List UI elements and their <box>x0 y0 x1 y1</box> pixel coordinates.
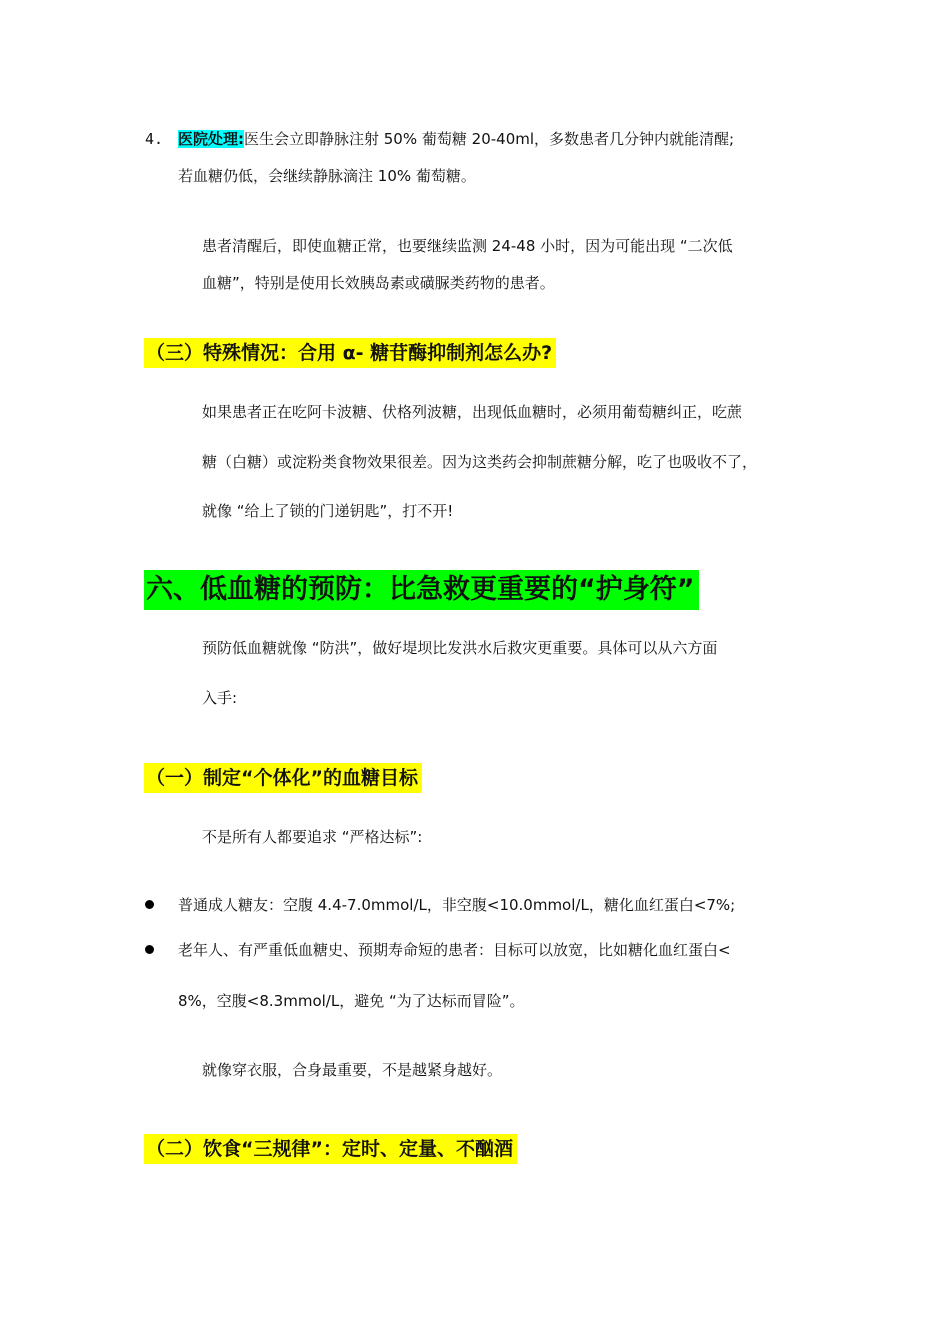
section3-line2: 糖（白糖）或淀粉类食物效果很差。因为这类药会抑制蔗糖分解，吃了也吸收不了， <box>202 453 758 471</box>
sub1-lead: 不是所有人都要追求 “严格达标”: <box>202 828 423 846</box>
item4-line2: 若血糖仍低，会继续静脉滴注 10% 葡萄糖。 <box>178 167 476 185</box>
bullet2-line1: 老年人、有严重低血糖史、预期寿命短的患者：目标可以放宽，比如糖化血红蛋白< <box>178 941 731 959</box>
sub1-closing: 就像穿衣服，合身最重要，不是越紧身越好。 <box>202 1061 503 1079</box>
item4-line1 <box>178 129 734 149</box>
bullet2-line2: 8%，空腹<8.3mmol/L，避免 “为了达标而冒险”。 <box>178 992 525 1010</box>
bullet-icon <box>145 945 154 954</box>
subheading-diet-rules: （二）饮食“三规律”：定时、定量、不酗酒 <box>144 1134 517 1164</box>
note-line1: 患者清醒后，即使血糖正常，也要继续监测 24-48 小时，因为可能出现 “二次低 <box>202 237 733 255</box>
note-line2: 血糖”，特别是使用长效胰岛素或磺脲类药物的患者。 <box>202 274 555 292</box>
hospital-label: 医院处理: <box>178 130 244 148</box>
subheading-individual-targets: （一）制定“个体化”的血糖目标 <box>144 763 422 793</box>
item4-text: 医生会立即静脉注射 50% 葡萄糖 20-40ml，多数患者几分钟内就能清醒; <box>244 130 735 148</box>
section3-line1: 如果患者正在吃阿卡波糖、伏格列波糖，出现低血糖时，必须用葡萄糖纠正，吃蔗 <box>202 403 743 421</box>
list-number: 4. <box>145 130 164 148</box>
section-heading-special-cases: （三）特殊情况：合用 α- 糖苷酶抑制剂怎么办? <box>144 338 556 368</box>
section3-line3: 就像 “给上了锁的门递钥匙”，打不开! <box>202 502 454 520</box>
chapter6-intro-line2: 入手: <box>202 689 238 707</box>
chapter-heading-prevention: 六、低血糖的预防：比急救更重要的“护身符” <box>144 570 699 610</box>
bullet-icon <box>145 900 154 909</box>
chapter6-intro-line1: 预防低血糖就像 “防洪”，做好堤坝比发洪水后救灾更重要。具体可以从六方面 <box>202 639 718 657</box>
bullet1-text: 普通成人糖友：空腹 4.4-7.0mmol/L，非空腹<10.0mmol/L，糖化血红蛋白<7%; <box>178 896 736 914</box>
